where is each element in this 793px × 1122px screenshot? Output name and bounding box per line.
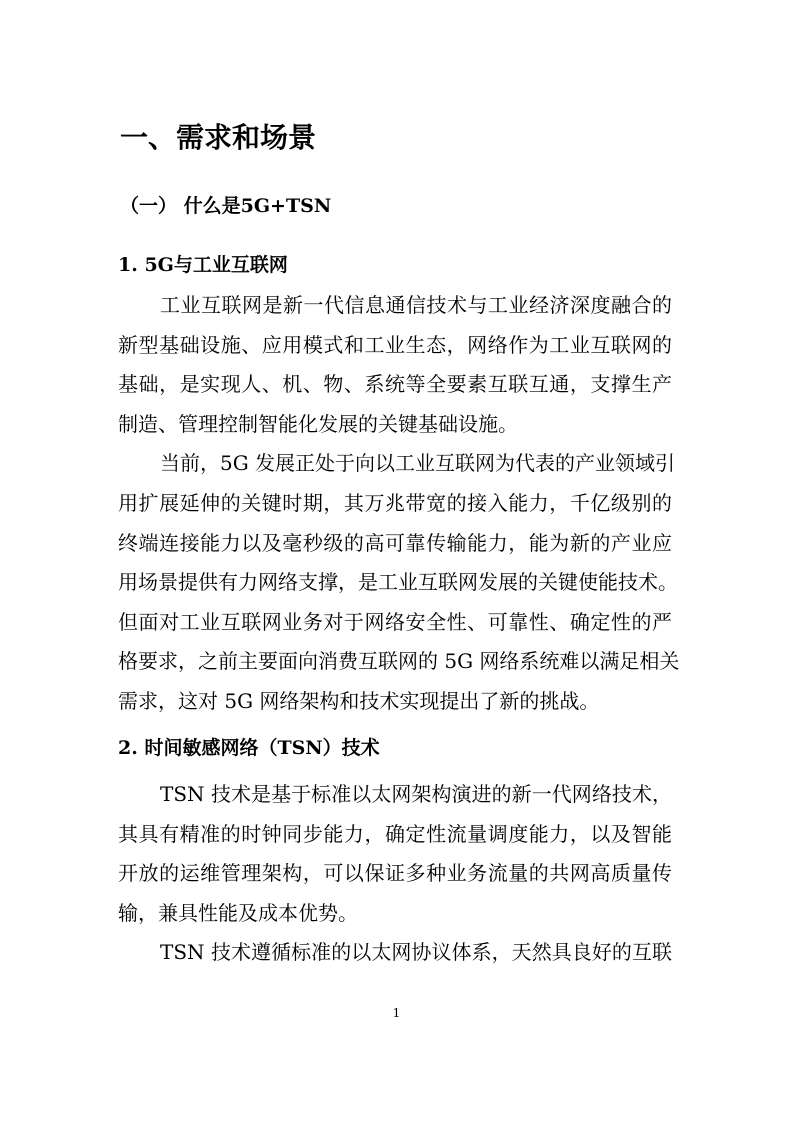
- paragraph-line: 格要求，之前主要面向消费互联网的 5G 网络系统难以满足相关: [118, 649, 680, 674]
- paragraph-line: TSN 技术遵循标准的以太网协议体系，天然具良好的互联: [160, 940, 672, 965]
- paragraph-line: 需求，这对 5G 网络架构和技术实现提出了新的挑战。: [118, 688, 600, 713]
- paragraph-line: 工业互联网是新一代信息通信技术与工业经济深度融合的: [160, 293, 672, 317]
- paragraph-line: 终端连接能力以及毫秒级的高可靠传输能力，能为新的产业应: [118, 530, 672, 555]
- heading-2: （一） 什么是5G+TSN: [120, 195, 332, 217]
- paragraph-line: 制造、管理控制智能化发展的关键基础设施。: [118, 411, 518, 436]
- section-2-body: [118, 775, 672, 973]
- section-1-body: [118, 286, 680, 722]
- paragraph-line: 但面对工业互联网业务对于网络安全性、可靠性、确定性的严: [118, 609, 672, 634]
- paragraph-line: 新型基础设施、应用模式和工业生态，网络作为工业互联网的: [118, 332, 672, 357]
- section-2-title: 2. 时间敏感网络（TSN）技术: [118, 737, 380, 759]
- paragraph-line: 基础，是实现人、机、物、系统等全要素互联互通，支撑生产: [118, 372, 672, 397]
- paragraph-line: 当前，5G 发展正处于向以工业互联网为代表的产业领域引: [160, 451, 676, 476]
- section-1-title: 1. 5G与工业互联网: [118, 254, 288, 276]
- heading-1: 一、需求和场景: [120, 121, 317, 154]
- page-number: 1: [392, 1006, 401, 1020]
- paragraph-line: 输，兼具性能及成本优势。: [118, 900, 358, 925]
- paragraph-line: 开放的运维管理架构，可以保证多种业务流量的共网高质量传: [118, 861, 672, 886]
- paragraph-line: TSN 技术是基于标准以太网架构演进的新一代网络技术，: [160, 782, 672, 806]
- paragraph-line: 用场景提供有力网络支撑，是工业互联网发展的关键使能技术。: [118, 570, 678, 595]
- paragraph-line: 用扩展延伸的关键时期，其万兆带宽的接入能力，千亿级别的: [118, 490, 672, 515]
- paragraph-line: 其具有精准的时钟同步能力，确定性流量调度能力，以及智能: [118, 821, 672, 846]
